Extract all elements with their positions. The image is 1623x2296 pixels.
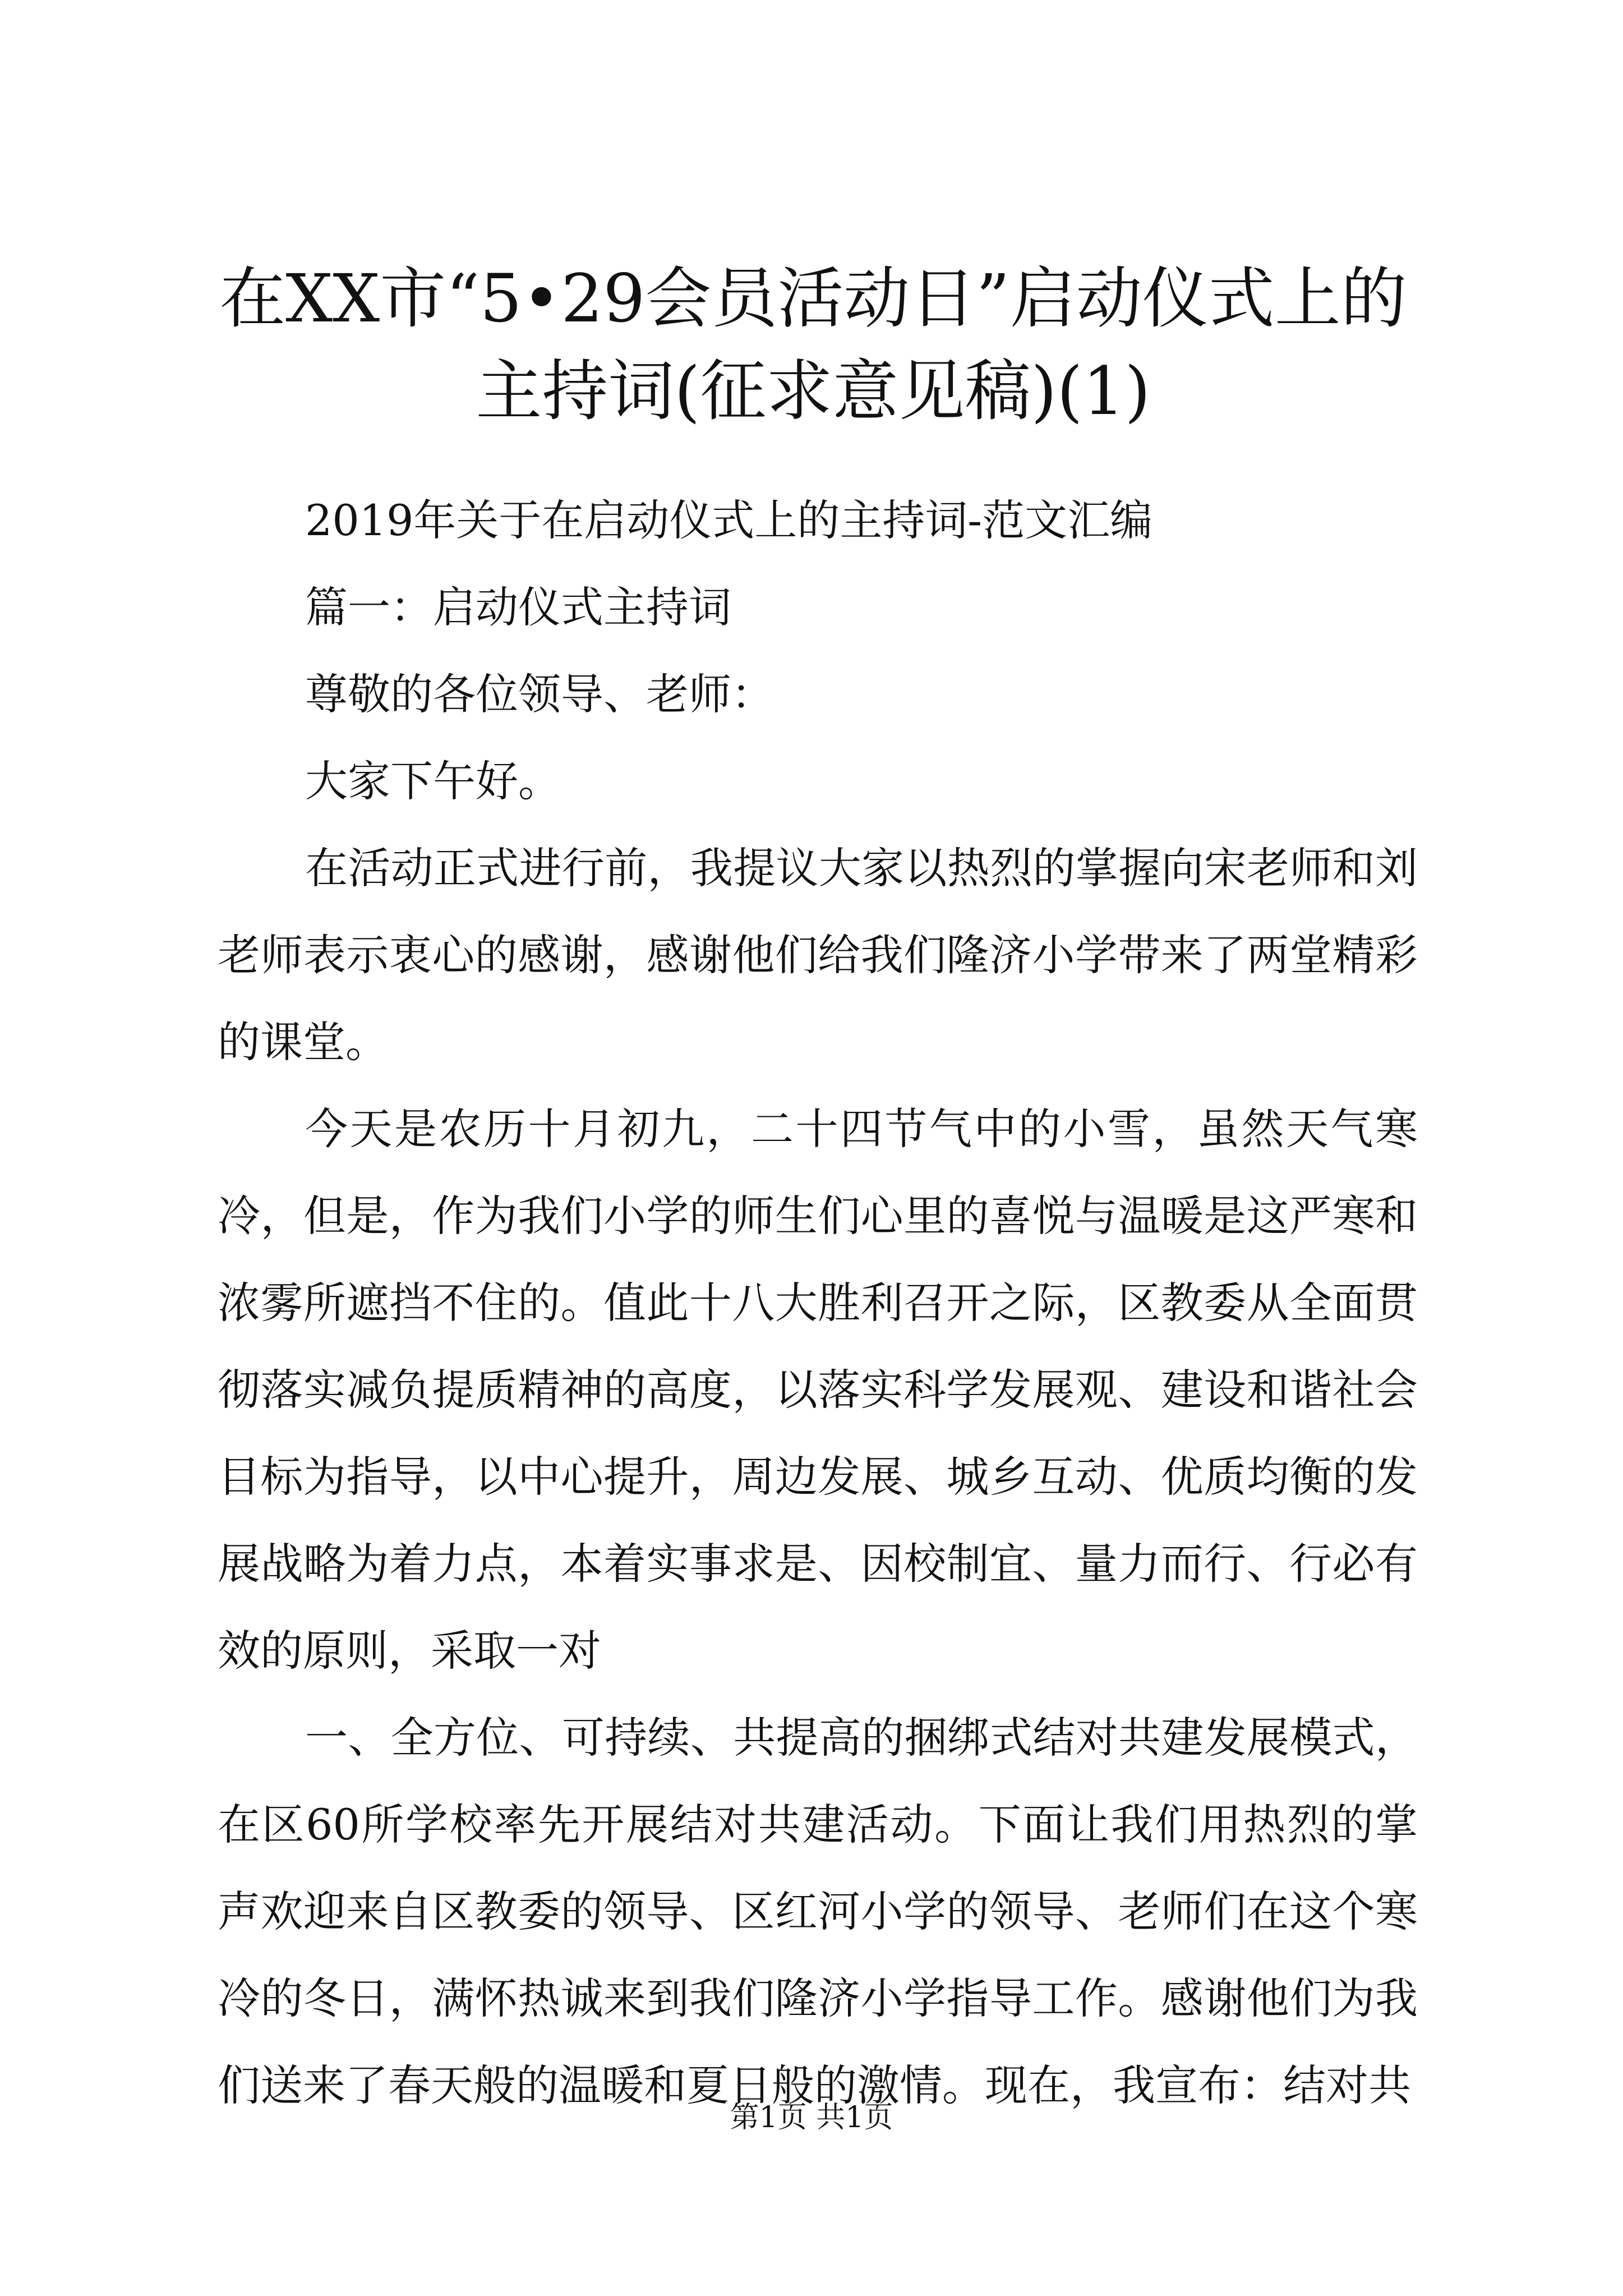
paragraph-subtitle: 2019年关于在启动仪式上的主持词-范文汇编	[305, 495, 1153, 545]
document-body	[218, 477, 1418, 2129]
paragraph-announcement: 一、全方位、可持续、共提高的捆绑式结对共建发展模式，在区60所学校率先开展结对共建活动。下面让我们用热烈的掌声欢迎来自区教委的领导、区红河小学的领导、老师们在这个寒冷的冬日，满怀热诚来到我们隆济小学指导工作。感谢他们为我们送来了春天般的温暖和夏日般的激情。现在，我宣布：结对共	[218, 1713, 1418, 2110]
paragraph-greeting: 大家下午好。	[305, 756, 561, 806]
paragraph-thanks: 在活动正式进行前，我提议大家以热烈的掌握向宋老师和刘老师表示衷心的感谢，感谢他们给我们隆济小学带来了两堂精彩的课堂。	[218, 843, 1418, 1067]
document-title	[213, 252, 1413, 438]
paragraph-context: 今天是农历十月初九，二十四节气中的小雪，虽然天气寒冷，但是，作为我们小学的师生们心里的喜悦与温暖是这严寒和浓雾所遮挡不住的。值此十八大胜利召开之际，区教委从全面贯彻落实减负提质精神的高度，以落实科学发展观、建设和谐社会目标为指导，以中心提升，周边发展、城乡互动、优质均衡的发展战略为着力点，本着实事求是、因校制宜、量力而行、行必有效的原则，采取一对	[218, 1104, 1418, 1676]
page-footer: 第1页 共1页	[730, 2101, 893, 2134]
paragraph-salutation: 尊敬的各位领导、老师：	[305, 669, 774, 719]
paragraph-section-heading: 篇一：启动仪式主持词	[305, 582, 731, 632]
title-line-1: 在XX市“5•29会员活动日”启动仪式上的	[219, 260, 1407, 337]
title-line-2: 主持词(征求意见稿)(1)	[476, 352, 1151, 430]
